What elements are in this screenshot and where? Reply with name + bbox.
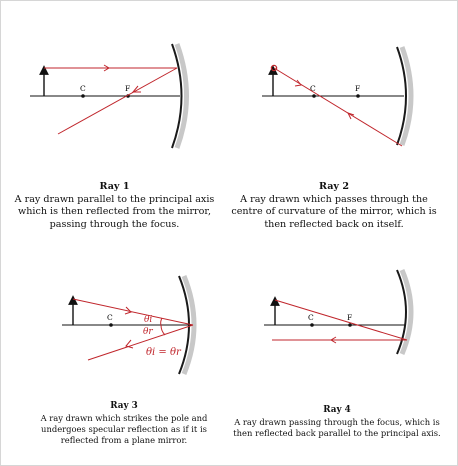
ray-through-center — [274, 68, 402, 146]
center-of-curvature-point — [109, 323, 113, 327]
panel-ray-1-diagram — [30, 44, 187, 148]
direction-arrow-reflected — [126, 340, 133, 348]
focus-label: F — [355, 84, 361, 93]
caption-ray-2 — [226, 181, 442, 232]
angle-equality-annotation: θi = θr — [146, 347, 181, 358]
reflected-ray — [58, 68, 177, 134]
incidence-angle-arc — [161, 318, 162, 325]
center-label: C — [107, 313, 113, 322]
focus-label: F — [347, 313, 353, 322]
caption-description: A ray drawn which strikes the pole and undergoes specular reflection as if it is reflected from a plane mirror. — [40, 412, 208, 445]
caption-description: A ray drawn which passes through the centre of curvature of the mirror, which is then reflected back on itself. — [231, 193, 437, 230]
center-label: C — [310, 84, 316, 93]
panel-ray-2-diagram — [262, 47, 411, 146]
panel-ray-3-diagram — [62, 276, 196, 374]
caption-description: A ray drawn parallel to the principal axis which is then reflected from the mirror, passing through the focus. — [14, 193, 215, 230]
focus-point — [348, 323, 352, 327]
caption-title: Ray 2 — [319, 181, 349, 192]
center-of-curvature-point — [310, 323, 314, 327]
incident-ray — [73, 299, 193, 325]
caption-title: Ray 4 — [323, 405, 351, 415]
center-label: C — [80, 84, 86, 93]
caption-ray-4 — [230, 405, 444, 439]
reflection-angle-label: θr — [143, 327, 153, 337]
incident-ray — [275, 300, 407, 340]
caption-title: Ray 1 — [99, 181, 130, 192]
caption-description: A ray drawn passing through the focus, which is then reflected back parallel to the principal axis. — [233, 416, 441, 438]
focus-point — [356, 94, 360, 98]
caption-title: Ray 3 — [110, 401, 138, 411]
center-label: C — [308, 313, 314, 322]
caption-ray-1 — [12, 181, 217, 232]
center-of-curvature-point — [312, 94, 316, 98]
center-of-curvature-point — [81, 94, 85, 98]
caption-ray-3 — [26, 401, 222, 446]
reflection-angle-arc — [161, 325, 165, 335]
focus-label: F — [125, 84, 131, 93]
incidence-angle-label: θi — [144, 315, 153, 325]
panel-ray-4-diagram — [264, 270, 411, 354]
